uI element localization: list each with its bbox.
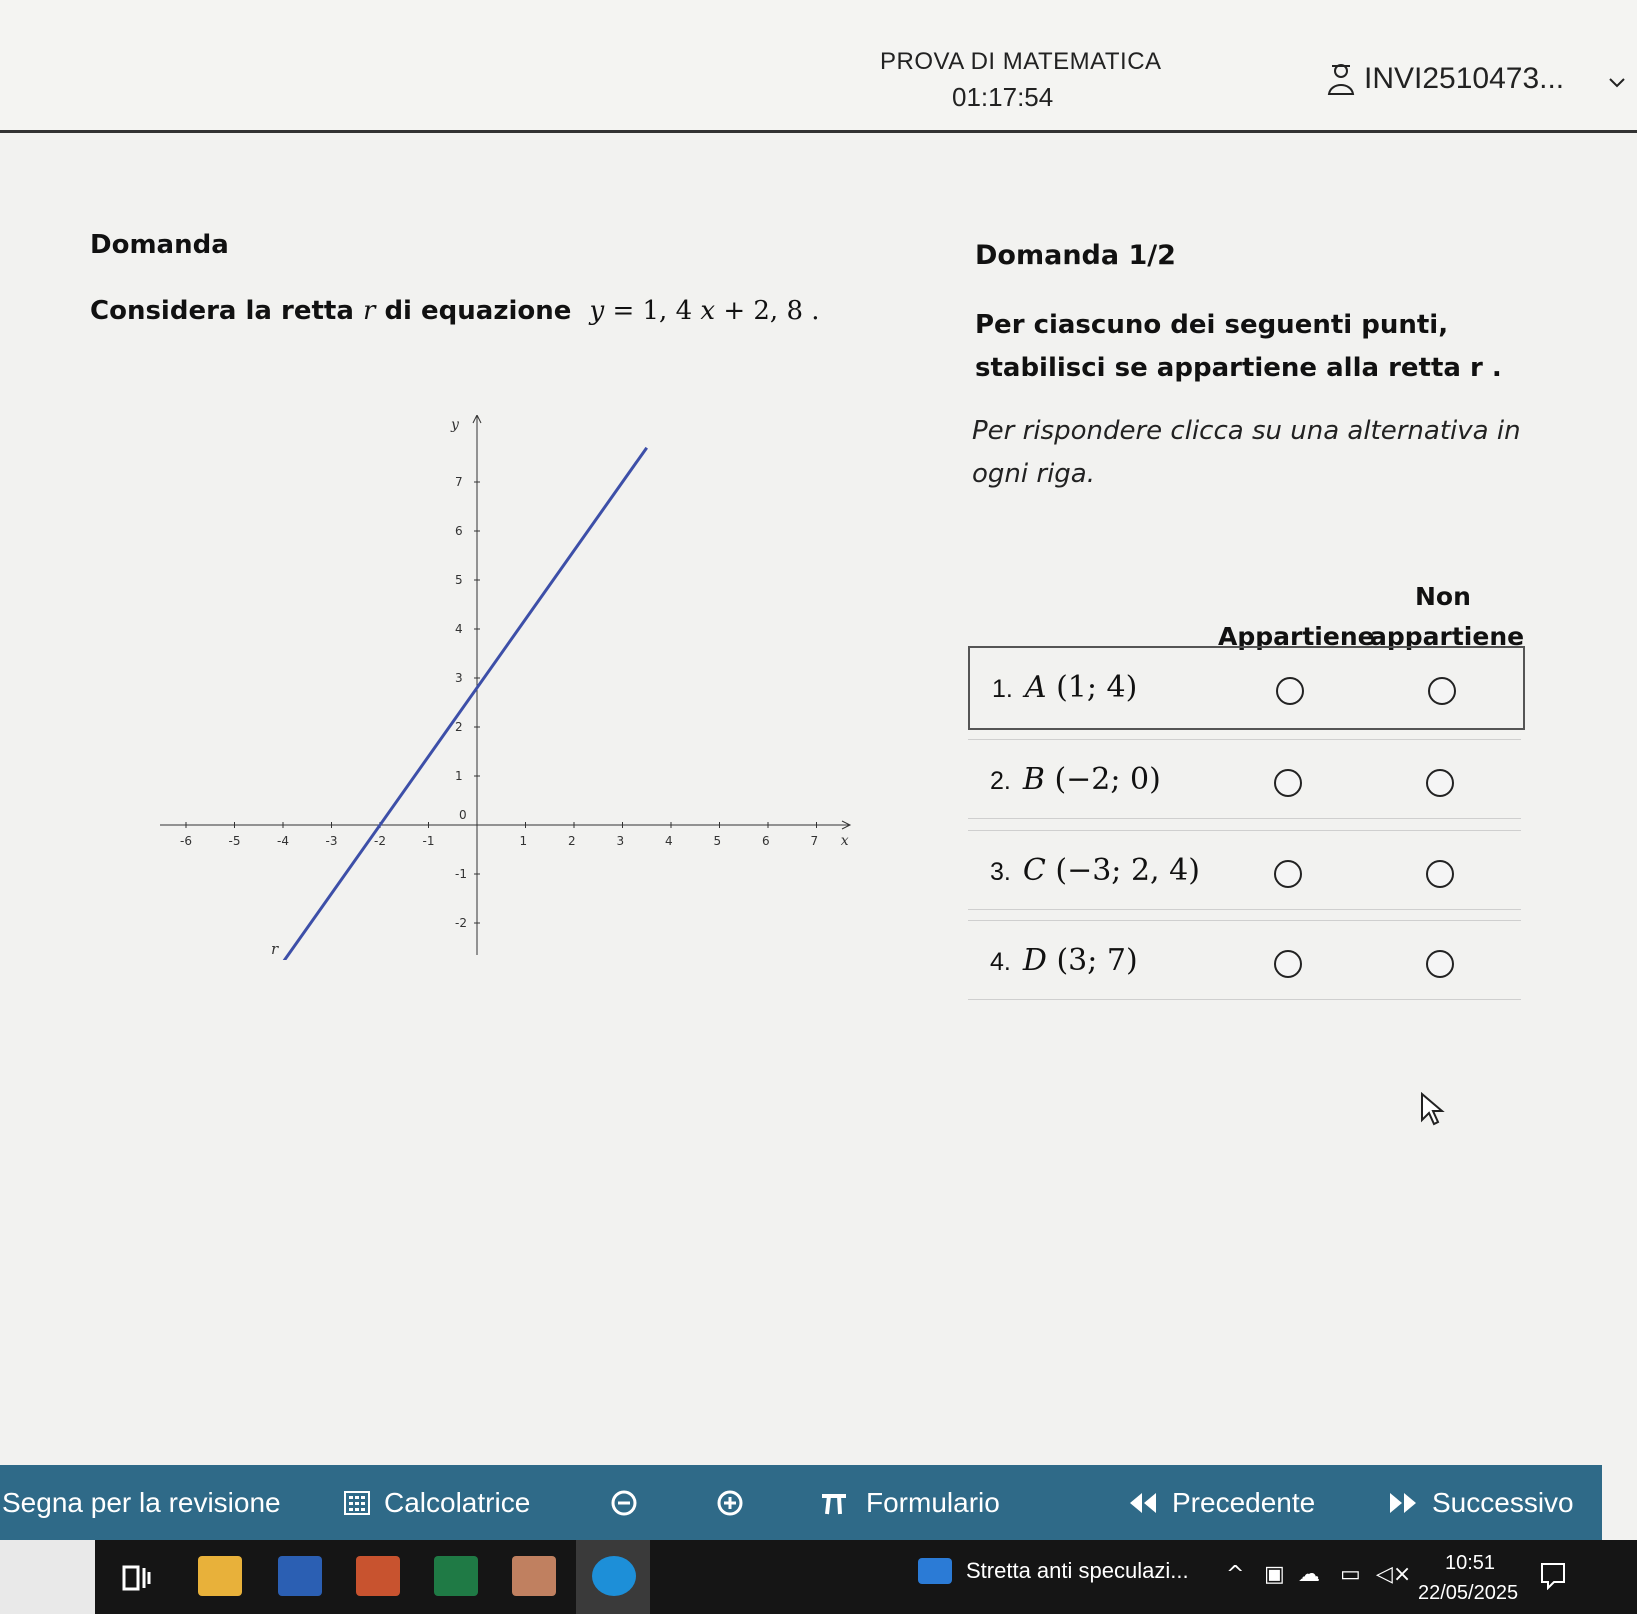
x-tick-label: 4 (665, 834, 673, 848)
y-tick-label: 3 (455, 671, 463, 685)
radio-appartiene[interactable] (1274, 950, 1302, 978)
y-tick-label: 2 (455, 720, 463, 734)
exam-title: PROVA DI MATEMATICA (880, 48, 1162, 75)
double-arrow-right-icon (1388, 1491, 1418, 1515)
x-tick-label: 5 (713, 834, 722, 848)
clock-date: 22/05/2025 (1418, 1582, 1519, 1604)
origin-label: 0 (459, 808, 467, 822)
question-counter: Domanda 1/2 (975, 240, 1176, 271)
excel-icon[interactable] (434, 1556, 478, 1596)
column-header-non: Non (1415, 582, 1471, 611)
stack-app-icon[interactable] (512, 1556, 556, 1596)
x-axis-label: x (840, 833, 849, 849)
pi-icon (820, 1490, 848, 1516)
x-tick-label: -3 (325, 834, 338, 848)
radio-non-appartiene[interactable] (1428, 677, 1456, 705)
user-icon (1326, 62, 1356, 96)
mouse-cursor-icon (1420, 1092, 1446, 1126)
answer-row: 1. A (1; 4) (968, 646, 1525, 730)
notification-icon[interactable] (1540, 1562, 1566, 1590)
news-icon (918, 1558, 952, 1584)
question-stem (90, 296, 820, 326)
radio-non-appartiene[interactable] (1426, 860, 1454, 888)
answer-row: 3. C (−3; 2, 4) (968, 830, 1521, 910)
user-menu[interactable] (1326, 62, 1564, 96)
taskbar (0, 1540, 1637, 1614)
file-explorer-icon[interactable] (198, 1556, 242, 1596)
chevron-down-icon[interactable] (1605, 70, 1629, 94)
hint-text: Per rispondere clicca su una alternativa in ogni riga. (972, 416, 1521, 489)
user-id: INVI2510473... (1364, 62, 1565, 95)
answer-row: 4. D (3; 7) (968, 920, 1521, 1000)
radio-non-appartiene[interactable] (1426, 950, 1454, 978)
edge-browser-icon[interactable] (592, 1556, 636, 1596)
x-tick-label: 3 (616, 834, 625, 848)
radio-non-appartiene[interactable] (1426, 769, 1454, 797)
mark-for-review-button[interactable]: Segna per la revisione (2, 1486, 281, 1518)
zoom-in-button[interactable] (716, 1465, 758, 1540)
y-tick-label: 6 (455, 524, 463, 538)
zoom-out-button[interactable] (610, 1465, 652, 1540)
x-tick-label: -4 (277, 834, 289, 848)
stem-var: r (362, 296, 376, 326)
y-tick-label: 7 (455, 475, 463, 489)
line-graph (160, 415, 860, 960)
instruction-text: Per ciascuno dei seguenti punti, stabilisci se appartiene alla retta r . (975, 310, 1502, 383)
stem-prefix: Considera la retta (90, 296, 354, 326)
column-header-non-appartiene: appartiene (1370, 622, 1525, 651)
x-tick-label: -5 (228, 834, 241, 848)
network-icon[interactable]: ▭ (1340, 1562, 1361, 1587)
stem-mid: di equazione (384, 296, 572, 326)
exam-header (0, 0, 1637, 133)
y-tick-label: 4 (455, 622, 463, 636)
zoom-out-icon (610, 1489, 638, 1517)
news-widget[interactable]: Stretta anti speculazi... (918, 1558, 1189, 1584)
x-tick-label: 6 (762, 834, 770, 848)
line-r-label: r (271, 940, 279, 959)
calculator-button[interactable]: Calcolatrice (344, 1465, 530, 1540)
cloud-icon[interactable]: ☁ (1298, 1562, 1320, 1587)
x-tick-label: 7 (810, 834, 819, 848)
y-tick-label: -2 (455, 916, 467, 930)
previous-button[interactable]: Precedente (1128, 1465, 1315, 1540)
chevron-up-icon[interactable]: ^ (1226, 1562, 1245, 1587)
exam-timer: 01:17:54 (952, 82, 1054, 112)
line-r (283, 448, 647, 960)
radio-appartiene[interactable] (1276, 677, 1304, 705)
y-tick-label: 5 (455, 573, 463, 587)
powerpoint-icon[interactable] (356, 1556, 400, 1596)
exam-toolbar (0, 1465, 1602, 1540)
equation: y = 1, 4 x + 2, 8 . (589, 296, 820, 326)
radio-appartiene[interactable] (1274, 860, 1302, 888)
double-arrow-left-icon (1128, 1491, 1158, 1515)
calculator-icon (344, 1491, 370, 1515)
answer-row: 2. B (−2; 0) (968, 739, 1521, 819)
volume-muted-icon[interactable]: ◁× (1376, 1562, 1412, 1587)
question-label: Domanda (90, 230, 229, 260)
x-tick-label: 1 (519, 834, 528, 848)
zoom-in-icon (716, 1489, 744, 1517)
clock-time: 10:51 (1445, 1552, 1496, 1574)
word-icon[interactable] (278, 1556, 322, 1596)
x-tick-label: -2 (374, 834, 386, 848)
x-tick-label: 2 (568, 834, 576, 848)
x-tick-label: -6 (180, 834, 192, 848)
meet-icon[interactable]: ▣ (1264, 1562, 1285, 1587)
radio-appartiene[interactable] (1274, 769, 1302, 797)
y-tick-label: -1 (455, 867, 467, 881)
taskbar-blank (0, 1540, 95, 1614)
column-header-appartiene: Appartiene (1218, 622, 1375, 651)
formulario-button[interactable]: Formulario (820, 1465, 1000, 1540)
x-tick-label: -1 (422, 834, 435, 848)
y-axis-label: y (451, 417, 459, 433)
y-tick-label: 1 (455, 769, 463, 783)
next-button[interactable]: Successivo (1388, 1465, 1574, 1540)
task-view-icon[interactable] (122, 1564, 152, 1592)
